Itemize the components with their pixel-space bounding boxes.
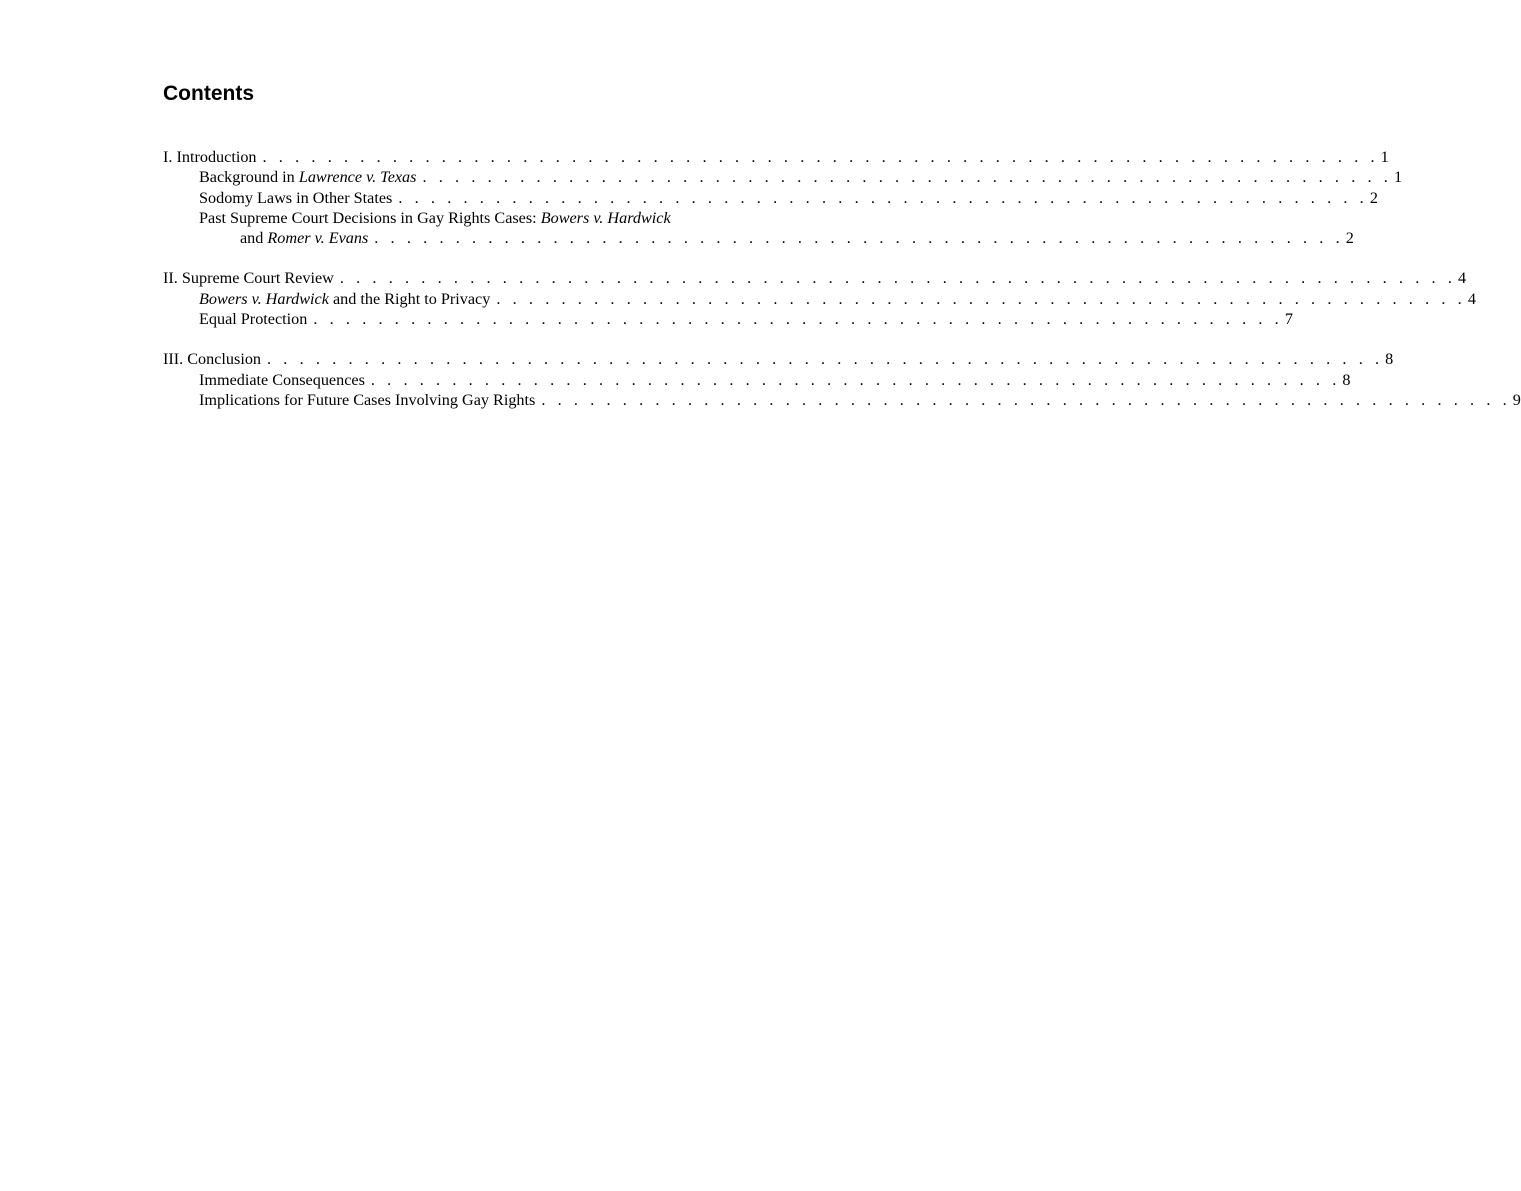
toc-entry-page-number: 1 <box>1393 168 1403 187</box>
toc-entry-label: II. Supreme Court Review <box>163 269 334 288</box>
toc-entry-page-number: 7 <box>1284 310 1293 329</box>
page-title: Contents <box>163 82 254 105</box>
toc-entry-background-lawrence[interactable] <box>163 167 1403 187</box>
toc-entry-conclusion[interactable] <box>163 349 1394 369</box>
toc-entry-page-number: 8 <box>1342 370 1351 389</box>
toc-entry-label: Sodomy Laws in Other States <box>199 188 393 207</box>
dot-leader: . . . . . . . . . . . . . . . . . . . . . . . . . . . . . . . . . . . . . . . . . . . . . . . . . . . . . . . . . . . . <box>374 229 1344 248</box>
toc-entry-immediate-consequences[interactable] <box>163 370 1351 390</box>
toc-entry-page-number: 2 <box>1369 188 1378 207</box>
dot-leader: . . . . . . . . . . . . . . . . . . . . . . . . . . . . . . . . . . . . . . . . . . . . . . . . . . . . . . . . . . . . . . . . . . . . . <box>267 350 1384 369</box>
toc-entry-label: Background in Lawrence v. Texas <box>199 168 417 187</box>
dot-leader: . . . . . . . . . . . . . . . . . . . . . . . . . . . . . . . . . . . . . . . . . . . . . . . . . . . . . . . . . . . . . . . . . . . . . <box>262 148 1379 166</box>
toc-section-introduction <box>163 147 1403 248</box>
toc-entry-page-number: 2 <box>1345 229 1354 248</box>
toc-entry-label: Immediate Consequences <box>199 370 365 389</box>
toc-entry-supreme-court-review[interactable] <box>163 268 1467 288</box>
dot-leader: . . . . . . . . . . . . . . . . . . . . . . . . . . . . . . . . . . . . . . . . . . . . . . . . . . . . . . . . . . . . . . . . . . . . . <box>339 269 1456 288</box>
toc-entry-label: I. Introduction <box>163 148 257 166</box>
dot-leader: . . . . . . . . . . . . . . . . . . . . . . . . . . . . . . . . . . . . . . . . . . . . . . . . . . . . . . . . . . . . <box>541 390 1511 409</box>
toc-entry-past-decisions-line2[interactable] <box>163 228 1354 248</box>
toc-entry-label: Implications for Future Cases Involving Gay Rights <box>199 390 536 409</box>
toc-entry-equal-protection[interactable] <box>163 309 1293 329</box>
toc-entry-future-implications[interactable] <box>163 390 1521 410</box>
toc-entry-page-number: 8 <box>1385 350 1394 369</box>
table-of-contents <box>163 147 1521 430</box>
dot-leader: . . . . . . . . . . . . . . . . . . . . . . . . . . . . . . . . . . . . . . . . . . . . . . . . . . . . . . . . . . . . <box>313 310 1283 329</box>
toc-entry-label: Bowers v. Hardwick and the Right to Privacy <box>199 289 491 308</box>
toc-entry-label: Past Supreme Court Decisions in Gay Rights Cases: <box>199 208 541 227</box>
case-name: Bowers v. Hardwick <box>199 289 329 308</box>
toc-entry-introduction[interactable] <box>163 147 1389 167</box>
case-name: Bowers v. Hardwick <box>540 208 671 227</box>
dot-leader: . . . . . . . . . . . . . . . . . . . . . . . . . . . . . . . . . . . . . . . . . . . . . . . . . . . . . . . . . . . . <box>370 370 1341 389</box>
toc-entry-sodomy-laws[interactable] <box>163 188 1378 208</box>
toc-section-supreme-court-review <box>163 268 1476 329</box>
toc-entry-page-number: 4 <box>1467 289 1476 308</box>
case-name: Lawrence v. Texas <box>298 168 417 187</box>
toc-entry-bowers-privacy[interactable] <box>163 289 1476 309</box>
toc-entry-label: Equal Protection <box>199 310 308 329</box>
toc-entry-page-number: 4 <box>1457 269 1467 288</box>
toc-entry-page-number: 1 <box>1380 148 1389 166</box>
toc-entry-past-decisions-line1[interactable] <box>163 208 759 228</box>
dot-leader: . . . . . . . . . . . . . . . . . . . . . . . . . . . . . . . . . . . . . . . . . . . . . . . . . . . . . . . . . . . . <box>398 188 1368 207</box>
toc-section-conclusion <box>163 349 1521 410</box>
dot-leader: . . . . . . . . . . . . . . . . . . . . . . . . . . . . . . . . . . . . . . . . . . . . . . . . . . . . . . . . . . . . <box>422 168 1392 187</box>
case-name: Romer v. Evans <box>267 229 369 248</box>
toc-entry-label: and Romer v. Evans <box>240 229 369 248</box>
toc-entry-page-number: 9 <box>1512 390 1521 409</box>
toc-entry-label: III. Conclusion <box>163 350 262 369</box>
dot-leader: . . . . . . . . . . . . . . . . . . . . . . . . . . . . . . . . . . . . . . . . . . . . . . . . . . . . . . . . . . . . <box>496 289 1466 308</box>
